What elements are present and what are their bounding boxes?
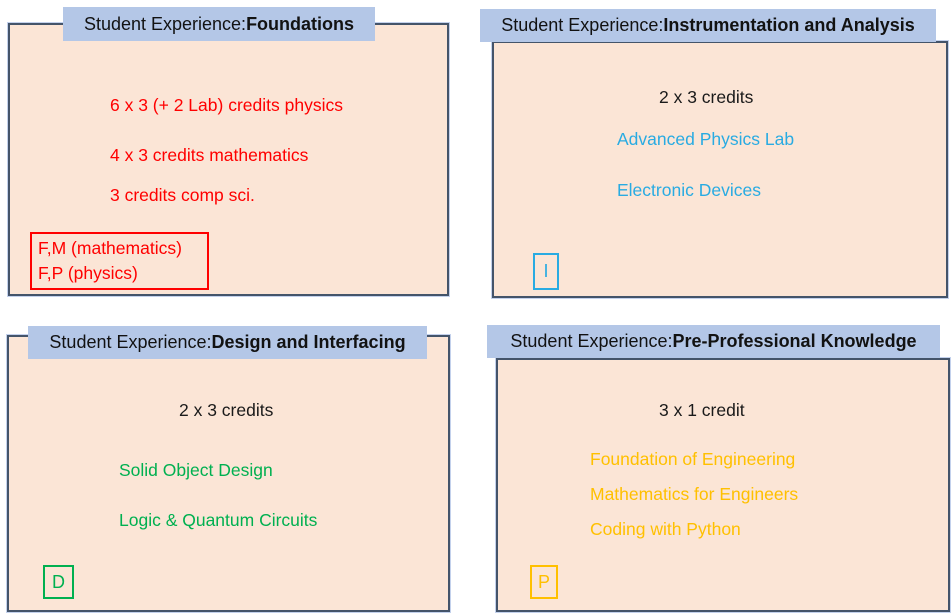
header-title: Foundations (246, 13, 355, 34)
foundations-line-mathematics: 4 x 3 credits mathematics (110, 145, 309, 165)
course-logic-quantum-circuits: Logic & Quantum Circuits (119, 510, 318, 530)
panel-instrumentation-header (480, 9, 936, 42)
badge-design: D (43, 565, 74, 599)
badge-preprofessional: P (530, 565, 558, 599)
panel-instrumentation (492, 41, 948, 298)
preprofessional-credits-line: 3 x 1 credit (659, 400, 745, 420)
course-coding-with-python: Coding with Python (590, 519, 741, 539)
panel-design (7, 335, 450, 612)
course-electronic-devices: Electronic Devices (617, 180, 761, 200)
course-advanced-physics-lab: Advanced Physics Lab (617, 129, 795, 149)
header-prefix: Student Experience: (49, 332, 212, 352)
instrumentation-credits-line: 2 x 3 credits (659, 87, 754, 107)
foundations-legend-box (30, 232, 209, 290)
design-credits-line: 2 x 3 credits (179, 400, 274, 420)
panel-design-header (28, 326, 427, 359)
panel-foundations (8, 23, 449, 296)
panel-preprofessional (496, 358, 950, 612)
header-title: Instrumentation and Analysis (663, 15, 915, 35)
legend-line-physics: F,P (physics) (38, 263, 138, 283)
course-foundation-of-engineering: Foundation of Engineering (590, 449, 796, 469)
panel-preprofessional-header (487, 325, 940, 358)
header-prefix: Student Experience: (83, 13, 247, 34)
foundations-line-compsci: 3 credits comp sci. (110, 185, 255, 205)
badge-instrumentation: I (533, 253, 559, 290)
header-title: Pre-Professional Knowledge (672, 331, 917, 351)
header-prefix: Student Experience: (510, 331, 673, 351)
panel-foundations-header (63, 7, 375, 41)
header-title: Design and Interfacing (211, 332, 406, 352)
course-mathematics-for-engineers: Mathematics for Engineers (590, 484, 799, 504)
course-solid-object-design: Solid Object Design (119, 460, 273, 480)
legend-line-mathematics: F,M (mathematics) (38, 238, 182, 258)
foundations-line-physics: 6 x 3 (+ 2 Lab) credits physics (110, 95, 343, 115)
header-prefix: Student Experience: (501, 15, 664, 35)
